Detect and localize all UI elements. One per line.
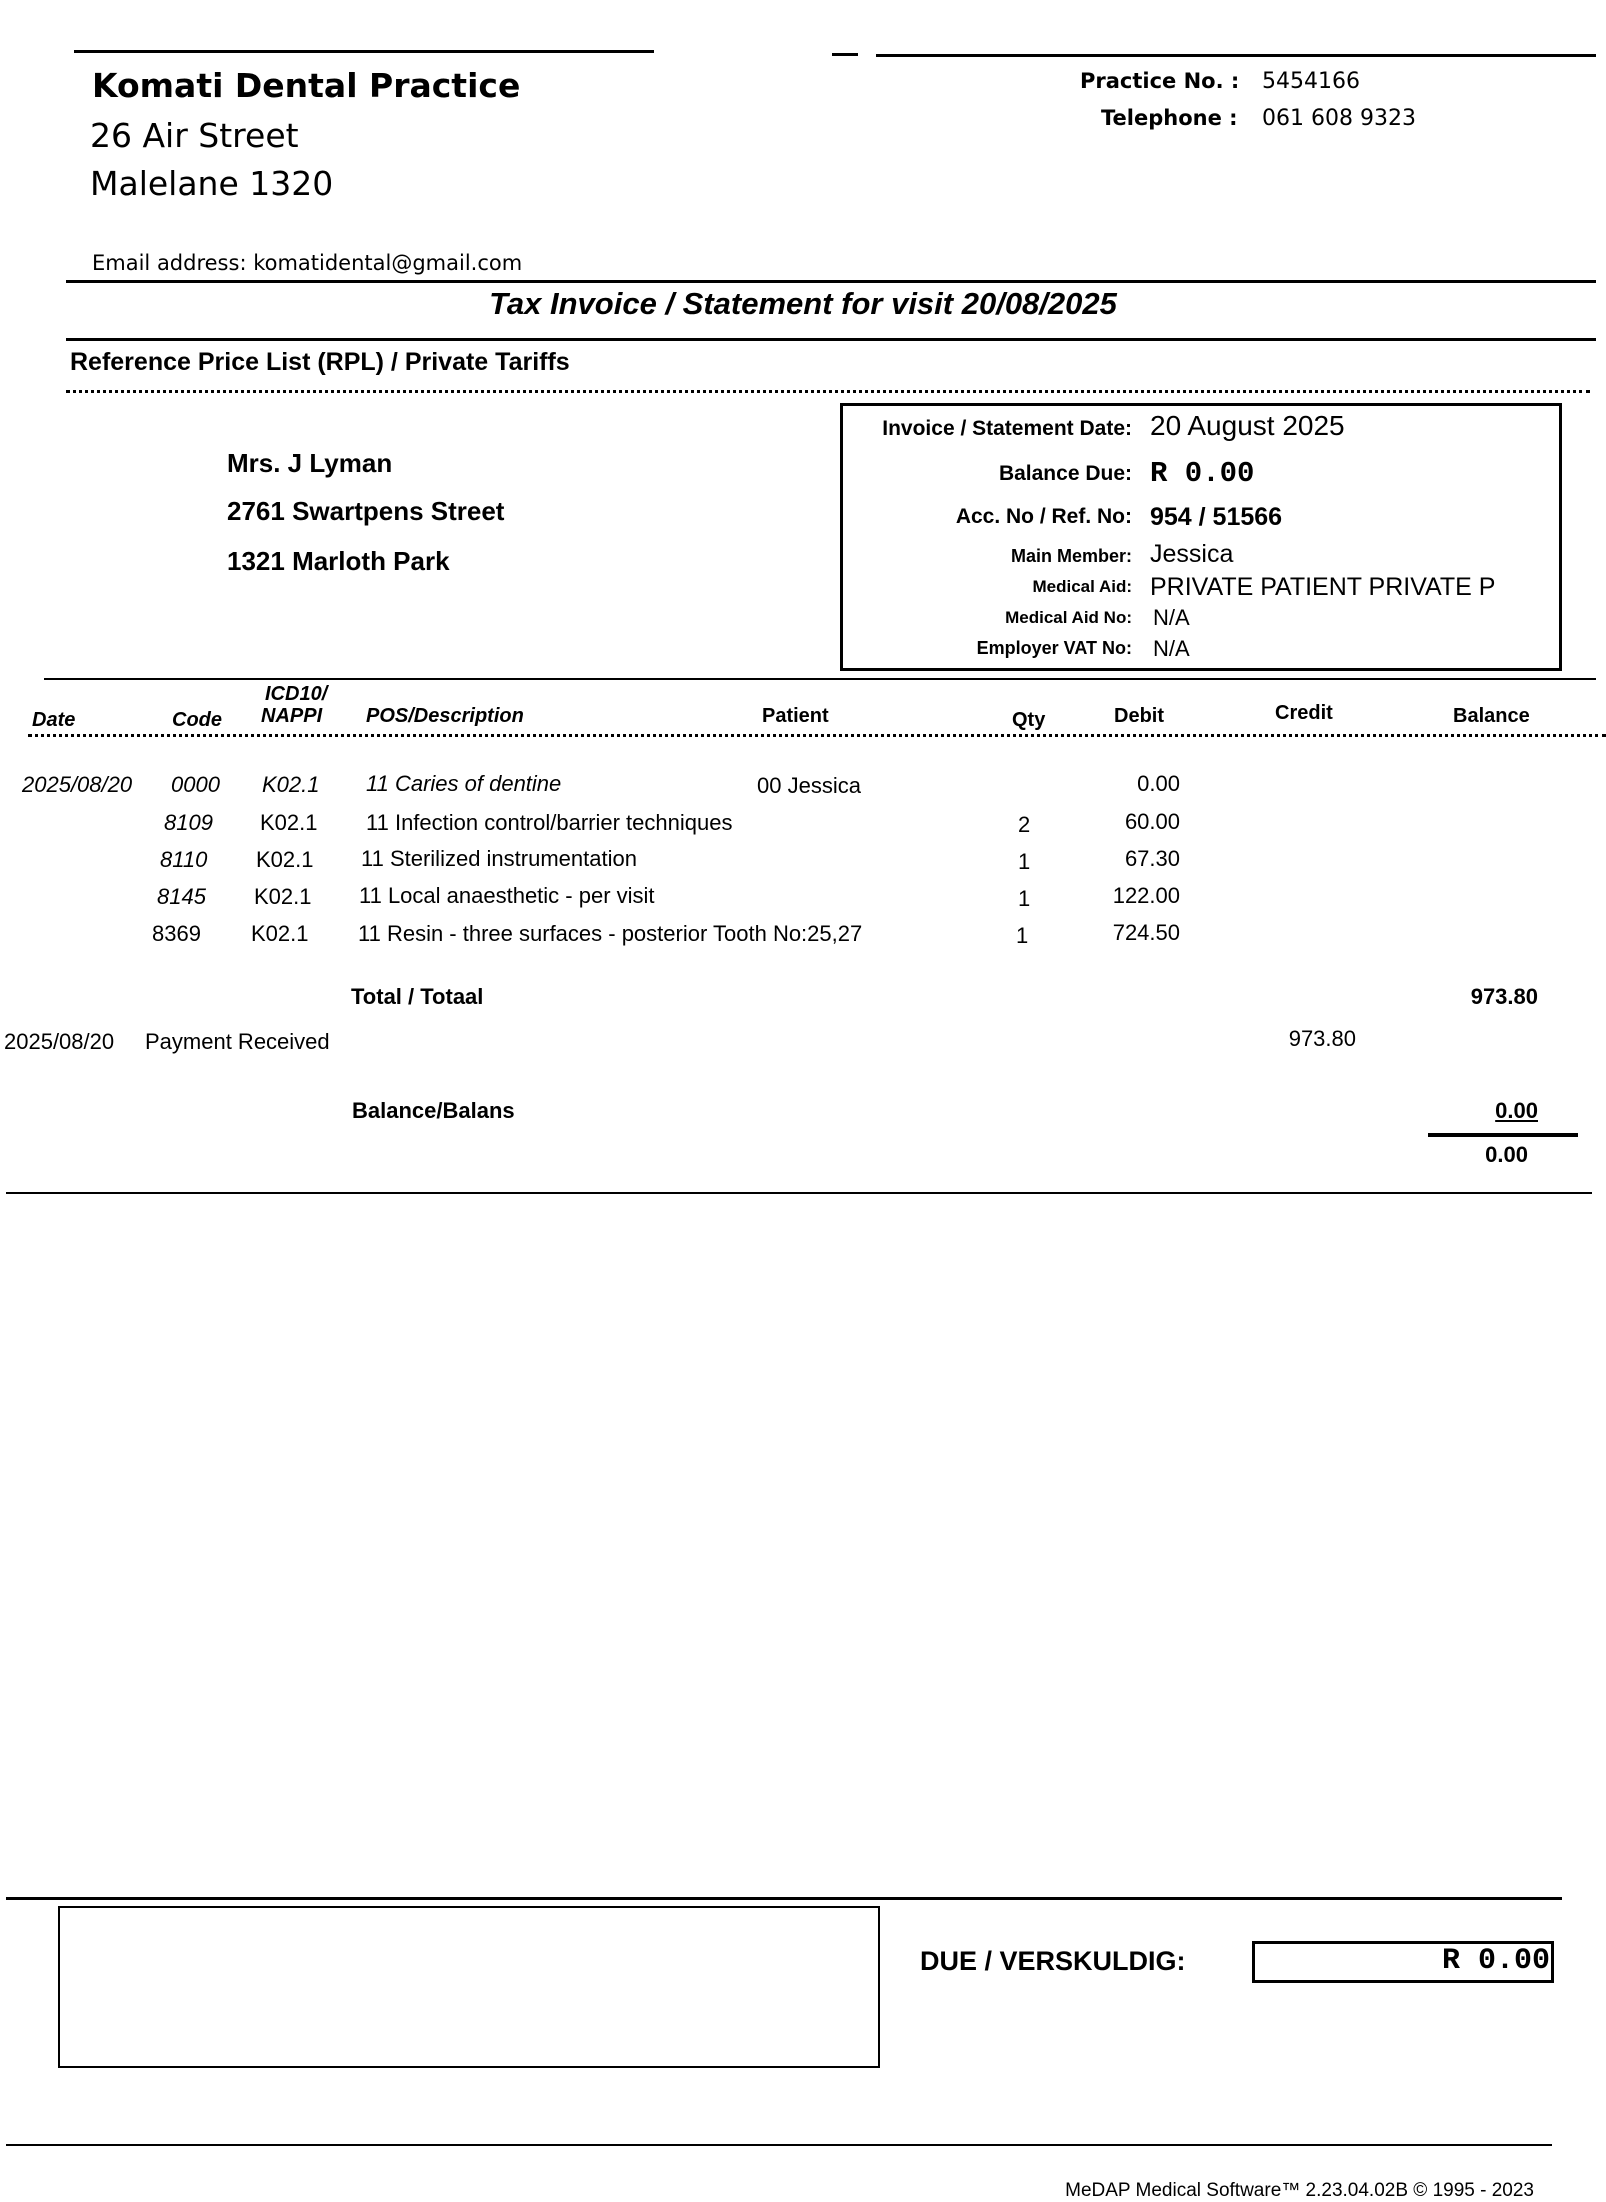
table-row-description: 11 Caries of dentine	[366, 771, 562, 796]
table-row-debit: 724.50	[1112, 920, 1180, 945]
table-row-debit: 0.00	[1137, 771, 1180, 796]
table-row-code: 8369	[152, 921, 201, 946]
table-row-code: 8109	[164, 810, 213, 835]
patient-street: 2761 Swartpens Street	[227, 496, 505, 526]
table-row-icd: K02.1	[254, 884, 312, 909]
final-balance-value: 0.00	[1485, 1142, 1528, 1167]
table-row-debit: 122.00	[1112, 883, 1180, 908]
col-header-icd-line2: NAPPI	[261, 705, 323, 727]
invoice-date: 20 August 2025	[1150, 410, 1345, 441]
payment-label: Payment Received	[145, 1029, 330, 1054]
table-row-description: 11 Sterilized instrumentation	[361, 846, 637, 871]
medical-aid-no-label: Medical Aid No:	[1005, 608, 1132, 627]
col-header-icd-line1: ICD10/	[265, 683, 328, 705]
table-row-qty: 1	[1016, 923, 1029, 948]
col-header-credit: Credit	[1275, 702, 1333, 724]
practice-no-label: Practice No. :	[1080, 69, 1240, 93]
table-row-qty: 2	[1018, 812, 1031, 837]
practice-email: Email address: komatidental@gmail.com	[92, 251, 523, 275]
balance-value: 0.00	[1495, 1098, 1538, 1123]
table-row-qty: 1	[1018, 849, 1031, 874]
col-header-debit: Debit	[1114, 705, 1164, 727]
practice-address-line2: Malelane 1320	[90, 164, 334, 203]
invoice-date-label: Invoice / Statement Date:	[882, 417, 1132, 440]
rule-below-title	[66, 338, 1596, 341]
table-row-code: 8145	[157, 884, 206, 909]
footer-top-rule	[6, 1897, 1562, 1900]
table-row-icd: K02.1	[251, 921, 309, 946]
table-row-debit: 60.00	[1124, 809, 1180, 834]
balance-double-rule	[1428, 1133, 1578, 1137]
table-header-dotted-rule	[28, 734, 1606, 737]
account-info-box	[840, 403, 1562, 671]
payment-credit: 973.80	[1288, 1026, 1356, 1051]
col-header-qty: Qty	[1012, 709, 1046, 731]
table-row-description: 11 Resin - three surfaces - posterior Tooth No:25,27	[358, 921, 863, 946]
rule-end-of-statement	[6, 1192, 1592, 1194]
main-member-value: Jessica	[1150, 540, 1234, 568]
payment-date: 2025/08/20	[4, 1029, 115, 1054]
medical-aid-label: Medical Aid:	[1032, 577, 1132, 596]
medical-aid-no-value: N/A	[1153, 605, 1190, 630]
col-header-code: Code	[172, 709, 222, 731]
due-value: R 0.00	[1441, 1944, 1550, 1978]
table-row-icd: K02.1	[262, 772, 320, 797]
balance-label: Balance/Balans	[352, 1098, 515, 1123]
top-rule-dash	[832, 53, 858, 56]
document-title: Tax Invoice / Statement for visit 20/08/2025	[489, 286, 1117, 321]
table-row-code: 8110	[160, 847, 208, 872]
total-label: Total / Totaal	[351, 984, 484, 1009]
col-header-balance: Balance	[1453, 705, 1530, 727]
table-row-icd: K02.1	[256, 847, 314, 872]
table-row-debit: 67.30	[1124, 846, 1180, 871]
telephone: 061 608 9323	[1262, 106, 1416, 131]
telephone-label: Telephone :	[1101, 106, 1238, 130]
acc-no-value: 954 / 51566	[1150, 503, 1283, 531]
table-row-description: 11 Local anaesthetic - per visit	[359, 883, 655, 908]
practice-name: Komati Dental Practice	[92, 66, 521, 105]
due-label: DUE / VERSKULDIG:	[920, 1946, 1186, 1976]
balance-due-label: Balance Due:	[998, 462, 1132, 485]
medical-aid-value: PRIVATE PATIENT PRIVATE P	[1150, 573, 1496, 601]
rule-above-title	[66, 280, 1596, 283]
remittance-box	[58, 1906, 880, 2068]
balance-due-value: R 0.00	[1150, 457, 1255, 490]
total-value: 973.80	[1470, 984, 1538, 1009]
practice-address-line1: 26 Air Street	[90, 116, 299, 155]
col-header-description: POS/Description	[366, 705, 524, 727]
top-rule-right	[876, 54, 1596, 57]
tariff-note: Reference Price List (RPL) / Private Tariffs	[70, 348, 570, 376]
software-credit: MeDAP Medical Software™ 2.23.04.02B © 1995 - 2023	[1065, 2180, 1534, 2201]
table-row-patient: 00 Jessica	[757, 773, 861, 798]
table-row-description: 11 Infection control/barrier techniques	[366, 810, 733, 835]
acc-no-label: Acc. No / Ref. No:	[955, 505, 1132, 528]
table-row-icd: K02.1	[260, 810, 318, 835]
patient-area: 1321 Marloth Park	[227, 546, 450, 576]
footer-bottom-rule	[6, 2144, 1552, 2146]
employer-vat-label: Employer VAT No:	[976, 638, 1132, 658]
col-header-patient: Patient	[762, 705, 829, 727]
employer-vat-value: N/A	[1153, 636, 1190, 661]
dotted-divider	[66, 390, 1590, 393]
table-row-code: 0000	[171, 772, 220, 797]
main-member-label: Main Member:	[1010, 546, 1132, 566]
table-row-qty: 1	[1018, 886, 1031, 911]
table-row-date: 2025/08/20	[22, 772, 133, 797]
rule-above-table	[44, 678, 1596, 680]
patient-name: Mrs. J Lyman	[227, 448, 393, 478]
practice-no: 5454166	[1262, 69, 1360, 94]
col-header-date: Date	[32, 709, 76, 731]
top-rule-left	[74, 50, 654, 53]
